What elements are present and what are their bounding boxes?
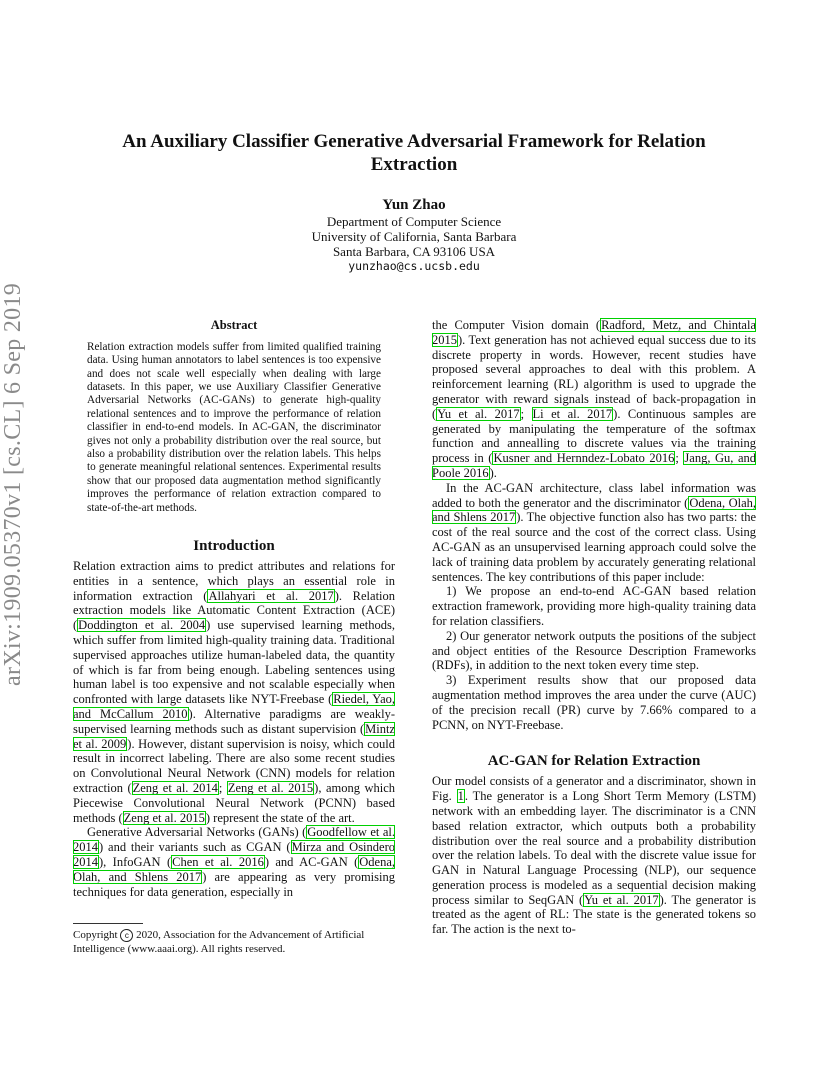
text-span: ; bbox=[675, 451, 684, 466]
contribution-2: 2) Our generator network outputs the positions of the subject and object entities of the Resource Description Frameworks (RDFs), in addition to the next token every time step. bbox=[432, 628, 756, 673]
copyright-footnote bbox=[73, 923, 395, 956]
copyright-icon: c bbox=[120, 929, 133, 942]
title-line-1: An Auxiliary Classifier Generative Adversarial Framework for Relation bbox=[122, 131, 706, 152]
text-span: ). Relation extraction models like Automatic Content Extraction (ACE) ( bbox=[73, 588, 396, 633]
text-span: In the AC-GAN architecture, class label information was added to both the generator and the discriminator ( bbox=[432, 480, 756, 510]
text-span: ). The generator is treated as the agent of RL: The state is the generated tokens so far. The action is the next to- bbox=[432, 892, 757, 937]
introduction-heading: Introduction bbox=[193, 538, 275, 555]
text-span: ). However, distant supervision is noisy, which could result in incorrect labeling. There are also some recent studies on Convolutional Neural Network (CNN) models for relation extraction ( bbox=[73, 736, 395, 796]
author-affiliation bbox=[110, 214, 718, 274]
text-span: ). The objective function also has two parts: the cost of the real source and the cost of the correct class. Using AC-GAN as an unsupervised learning approach could solve the lack of training data problem by accurately generating relational sentences. The key contributions of this paper include: bbox=[432, 510, 756, 584]
citation-link[interactable]: Zeng et al. 2015 bbox=[123, 810, 205, 825]
author-email: yunzhao@cs.ucsb.edu bbox=[348, 259, 480, 273]
right-column bbox=[432, 318, 756, 937]
citation-link[interactable]: Jang, Gu, and Poole 2016 bbox=[432, 451, 756, 480]
acgan-paragraph-1 bbox=[432, 774, 756, 937]
citation-link[interactable]: Zeng et al. 2014 bbox=[132, 781, 218, 796]
text-span: ). bbox=[489, 465, 497, 480]
text-span: Generative Adversarial Networks (GANs) ( bbox=[87, 825, 307, 840]
text-span: Our model consists of a generator and a discriminator, shown in Fig. bbox=[432, 774, 756, 804]
citation-link[interactable]: Mirza and Osindero 2014 bbox=[73, 840, 395, 870]
citation-link[interactable]: Kusner and Hernndez-Lobato 2016 bbox=[493, 451, 675, 466]
affiliation-department: Department of Computer Science bbox=[326, 214, 502, 229]
text-span: the Computer Vision domain ( bbox=[432, 318, 601, 332]
citation-link[interactable]: Yu et al. 2017 bbox=[437, 406, 520, 421]
text-span: ). Continuous samples are generated by manipulating the temperature of the softmax function and annealling to discrete values via the training process in ( bbox=[432, 406, 756, 466]
text-span: ) and AC-GAN ( bbox=[264, 855, 359, 870]
footnote-rule bbox=[73, 923, 143, 924]
abstract-heading: Abstract bbox=[210, 318, 258, 332]
left-column bbox=[73, 318, 395, 899]
citation-link[interactable]: Li et al. 2017 bbox=[532, 406, 613, 421]
text-span: ) are appearing as very promising techniques for data generation, especially in bbox=[73, 869, 395, 899]
text-span: ) and their variants such as CGAN ( bbox=[99, 840, 291, 855]
acgan-section-heading: AC-GAN for Relation Extraction bbox=[487, 753, 701, 770]
contribution-3: 3) Experiment results show that our proposed data augmentation method improves the area under the curve (AUC) of the precision recall (PR) curve by 7.66% compared to a PCNN, on NYT-Freebase. bbox=[432, 673, 756, 732]
text-span: Copyright bbox=[73, 929, 121, 942]
text-span: ), among which Piecewise Convolutional Neural Network (PCNN) based methods ( bbox=[73, 781, 395, 825]
citation-link[interactable]: Goodfellow et al. 2014 bbox=[73, 825, 395, 855]
paper-title bbox=[110, 130, 718, 176]
citation-link[interactable]: Riedel, Yao, and McCallum 2010 bbox=[73, 692, 395, 722]
affiliation-university: University of California, Santa Barbara bbox=[311, 229, 517, 244]
text-span: ). Text generation has not achieved equal success due to its discrete property in words. However, recent studies have proposed several approaches to deal with this problem. A reinforcement learning (RL) algorithm is used to upgrade the generator with reward signals instead of back-propagation in ( bbox=[432, 332, 756, 421]
intro-paragraph-3 bbox=[432, 318, 756, 481]
text-span: ) represent the state of the art. bbox=[205, 810, 355, 825]
citation-link[interactable]: Yu et al. 2017 bbox=[584, 892, 659, 907]
citation-link[interactable]: Odena, Olah, and Shlens 2017 bbox=[432, 495, 757, 525]
citation-link[interactable]: Odena, Olah, and Shlens 2017 bbox=[73, 855, 396, 884]
text-span: . The generator is a Long Short Term Memory (LSTM) network with an embedding layer. The discriminator is a CNN based relation extractor, which outputs both a probability distribution over the real source and a probability distribution over the relation labels. To deal with the discrete value issue for GAN in Natural Language Processing (NLP), our sequence generation process is modeled as a sequential decision making process similar to SeqGAN ( bbox=[432, 789, 756, 907]
text-span: Relation extraction aims to predict attributes and relations for entities in a sentence, which plays an essential role in information extraction ( bbox=[73, 559, 395, 603]
citation-link[interactable]: Radford, Metz, and Chintala 2015 bbox=[432, 318, 756, 347]
figure-link[interactable]: 1 bbox=[457, 789, 464, 804]
text-span: 2020, Association for the Advancement of Artificial Intelligence (www.aaai.org). All rights reserved. bbox=[73, 929, 365, 955]
text-span: ; bbox=[520, 406, 532, 421]
citation-link[interactable]: Zeng et al. 2015 bbox=[227, 781, 314, 796]
intro-paragraph-2 bbox=[73, 825, 395, 899]
text-span: ) use supervised learning methods, which suffer from limited high-quality training data. Traditional supervised approaches utilize human-labeled data, the quantity of which is far from being enough. Labeling sentences using human label is too expensive and not scalable especially when confronted with large datasets like NYT-Freebase ( bbox=[73, 618, 395, 707]
arxiv-sidebar-stamp: arXiv:1909.05370v1 [cs.CL] 6 Sep 2019 bbox=[0, 282, 26, 686]
text-span: ; bbox=[218, 781, 227, 796]
title-line-2: Extraction bbox=[370, 154, 458, 175]
intro-paragraph-1 bbox=[73, 559, 395, 825]
citation-link[interactable]: Mintz et al. 2009 bbox=[73, 721, 395, 751]
contribution-1: 1) We propose an end-to-end AC-GAN based relation extraction framework, providing more high-quality training data for relation classifiers. bbox=[432, 584, 756, 628]
citation-link[interactable]: Doddington et al. 2004 bbox=[78, 618, 206, 633]
author-name: Yun Zhao bbox=[382, 197, 446, 213]
intro-paragraph-4 bbox=[432, 481, 756, 585]
citation-link[interactable]: Allahyari et al. 2017 bbox=[208, 588, 334, 603]
text-span: ), InfoGAN ( bbox=[99, 855, 172, 870]
text-span: ). Alternative paradigms are weakly-supervised learning methods such as distant supervision ( bbox=[73, 707, 395, 736]
affiliation-address: Santa Barbara, CA 93106 USA bbox=[332, 244, 496, 259]
abstract-text: Relation extraction models suffer from limited qualified training data. Using human annotators to label sentences is too expensive and does not scale well especially when dealing with large datasets. In this paper, we use Auxiliary Classifier Generative Adversarial Networks (AC-GANs) to generate high-quality relational sentences and to improve the performance of relation classifier in end-to-end models. In AC-GAN, the discriminator gives not only a probability distribution over the real source, but also a probability distribution over the relation labels. This helps to generate meaningful relational sentences. Experimental results show that our proposed data augmentation method significantly improves the performance of relation extraction compared to state-of-the-art methods. bbox=[87, 340, 381, 514]
citation-link[interactable]: Chen et al. 2016 bbox=[172, 855, 264, 870]
